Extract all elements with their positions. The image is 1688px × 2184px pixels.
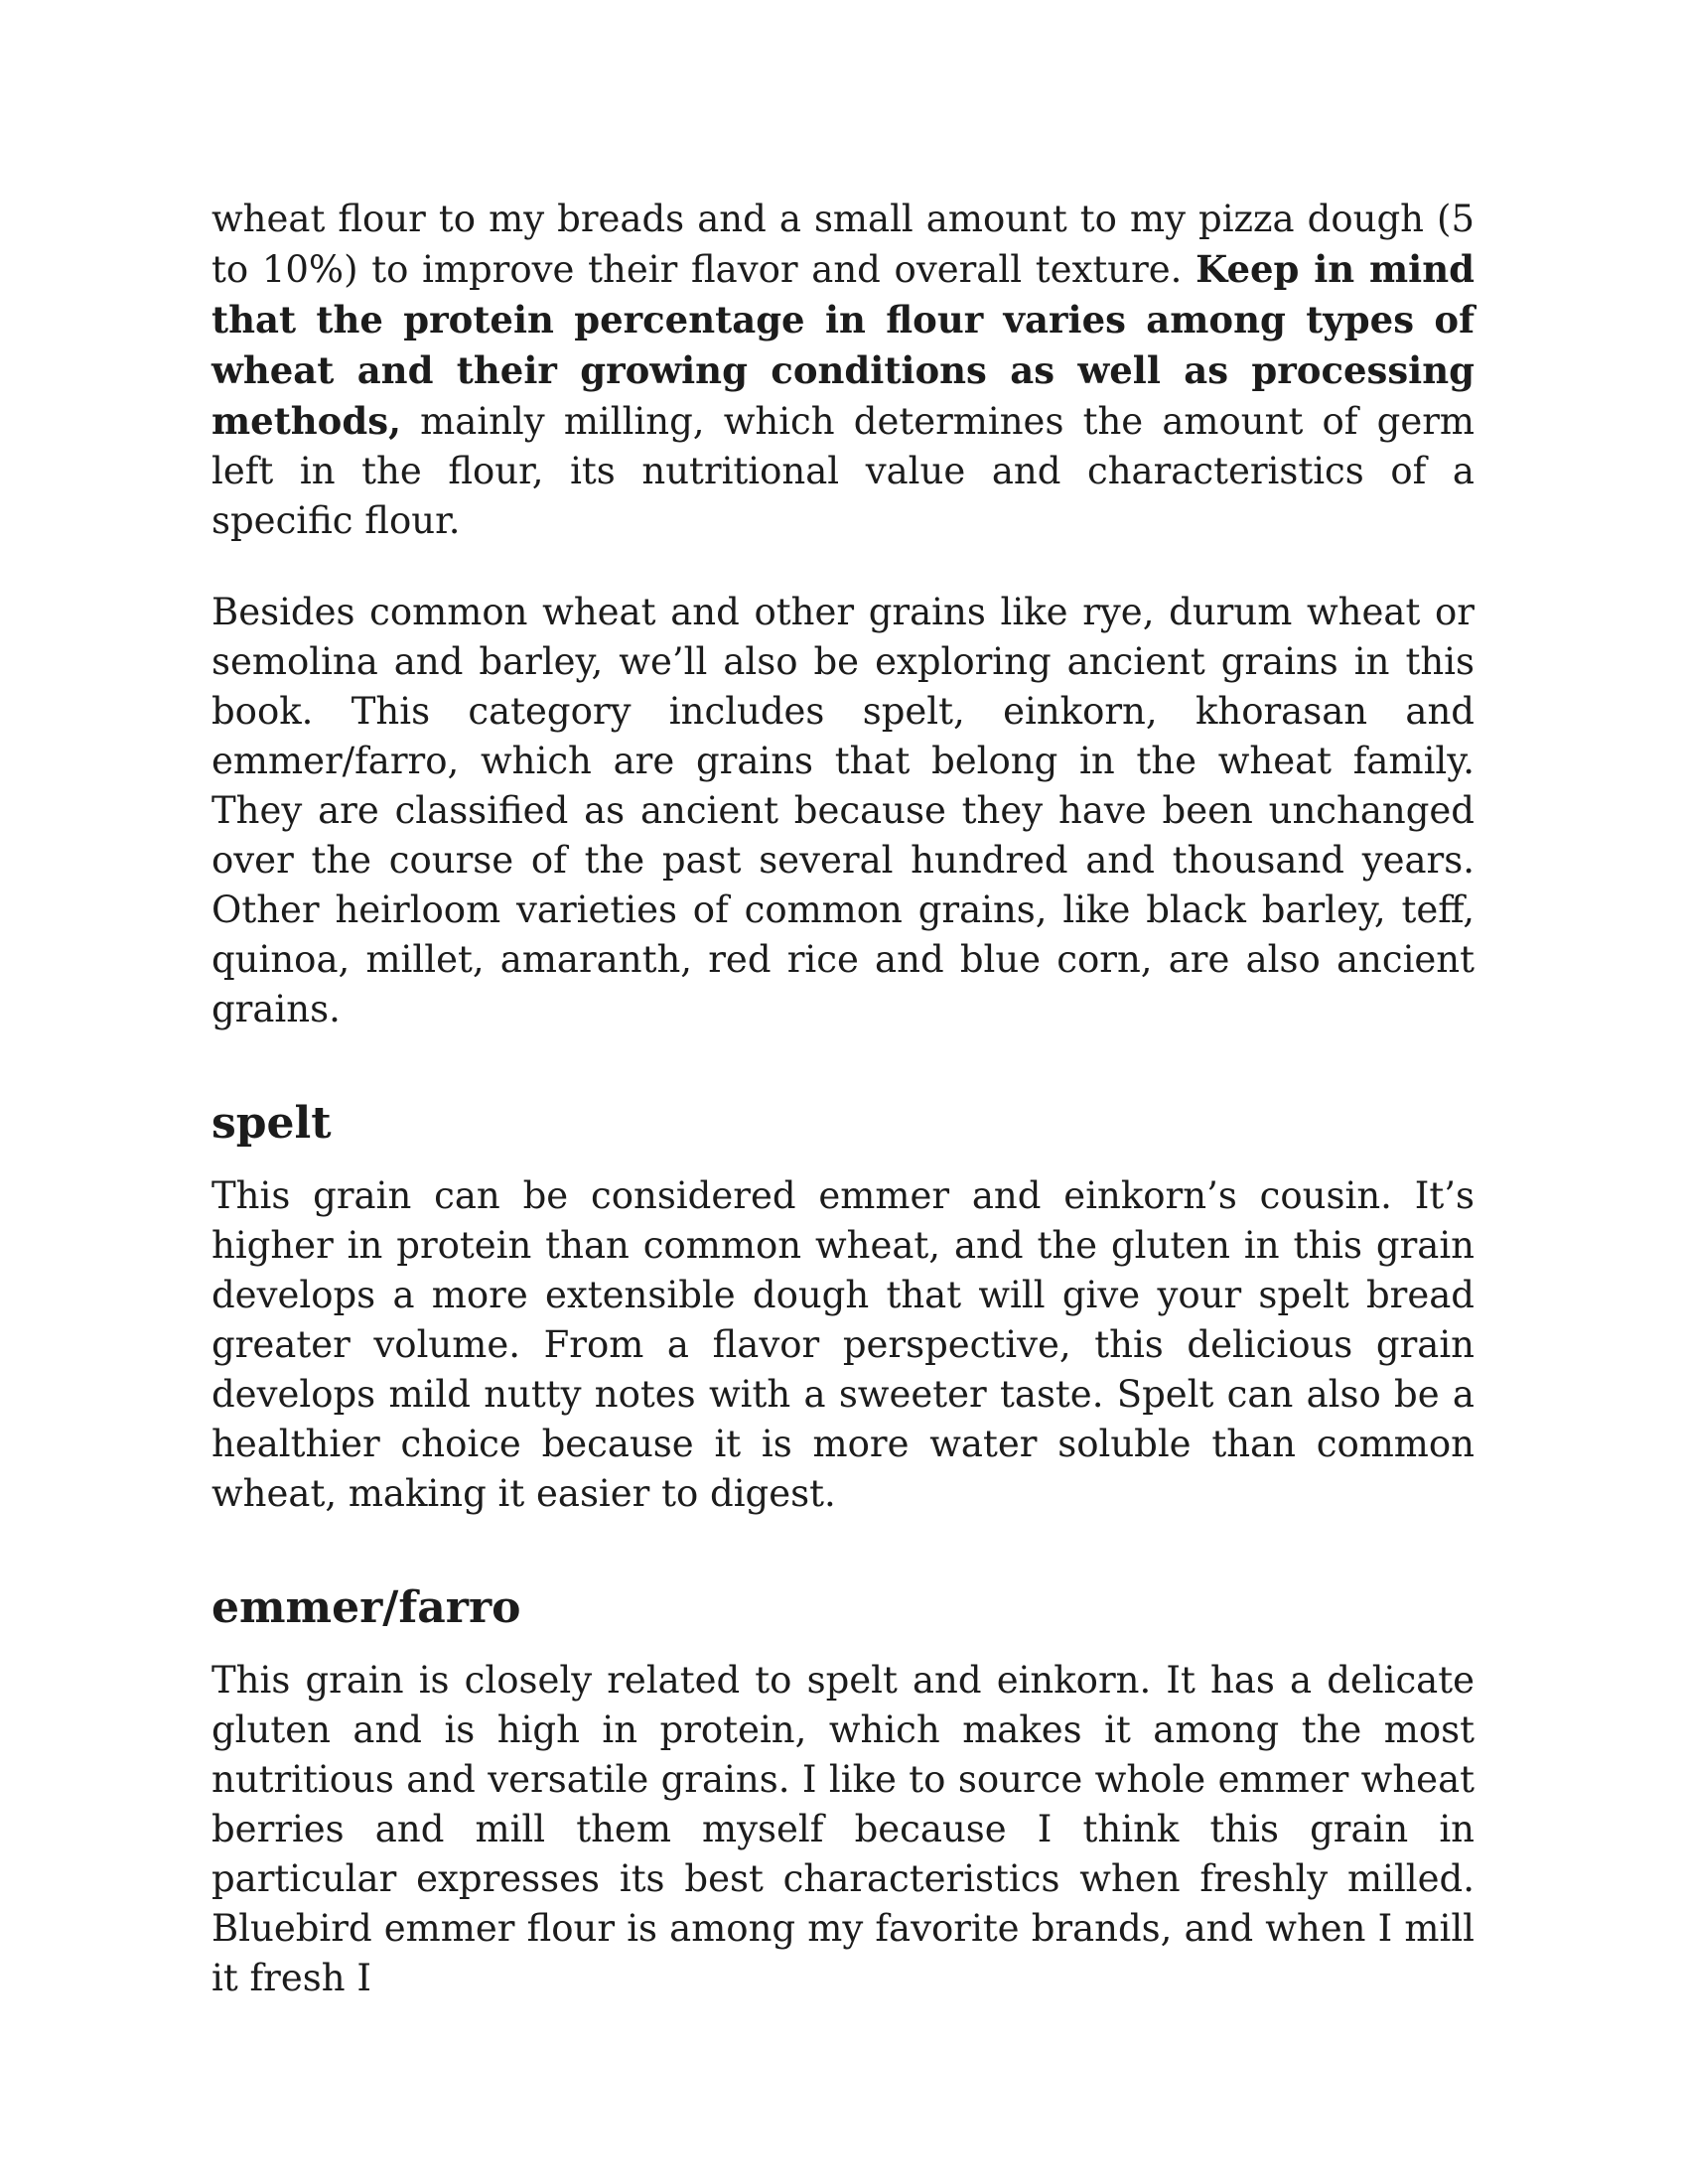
paragraph-text: wheat flour to my breads and a small amount to my pizza dough (5 to 10%) to improve their flavor and overall texture.: [211, 198, 1475, 291]
paragraph-spelt: This grain can be considered emmer and einkorn’s cousin. It’s higher in protein than common wheat, and the gluten in this grain develops a more extensible dough that will give your spelt bread greater volume. From a flavor perspective, this delicious grain develops mild nutty notes with a sweeter taste. Spelt can also be a healthier choice because it is more water soluble than common wheat, making it easier to digest.: [211, 1174, 1475, 1515]
paragraph-text: mainly milling, which determines the amount of germ left in the flour, its nutritional value and characteristics of a specific flour.: [211, 400, 1475, 542]
paragraph-ancient-grains: Besides common wheat and other grains like rye, durum wheat or semolina and barley, we’ll also be exploring ancient grains in this book. This category includes spelt, einkorn, khorasan and emmer/farro, which are grains that belong in the wheat family. They are classified as ancient because they have been unchanged over the course of the past several hundred and thousand years. Other heirloom varieties of common grains, like black barley, teff, quinoa, millet, amaranth, red rice and blue corn, are also ancient grains.: [211, 591, 1475, 1030]
bold-emphasis: Keep in mind that the protein percentage in flour varies among types of wheat and their growing conditions as well as processing methods,: [211, 247, 1476, 443]
section-heading-emmer-farro: emmer/farro: [211, 1582, 521, 1633]
section-heading-spelt: spelt: [211, 1098, 332, 1149]
paragraph-flour-protein: [211, 195, 1475, 546]
book-page: [211, 195, 1475, 2003]
paragraph-emmer-farro: This grain is closely related to spelt and einkorn. It has a delicate gluten and is high in protein, which makes it among the most nutritious and versatile grains. I like to source whole emmer wheat berries and mill them myself because I think this grain in particular expresses its best characteristics when freshly milled. Bluebird emmer flour is among my favorite brands, and when I mill it fresh I: [211, 1659, 1475, 1999]
